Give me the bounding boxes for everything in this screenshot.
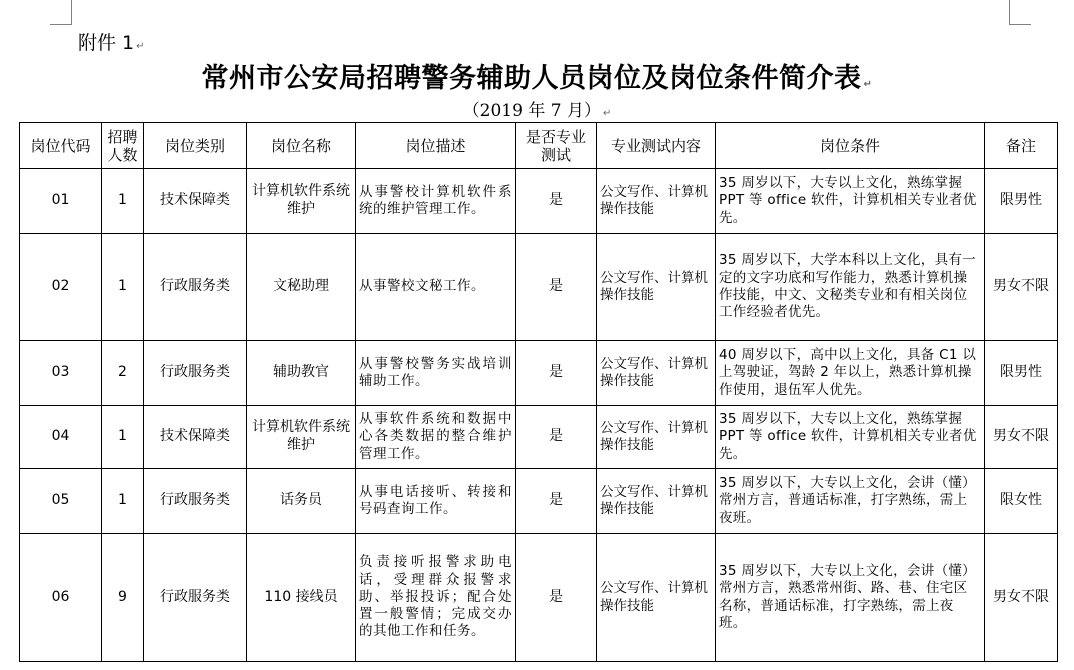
crop-mark-top-right-horizontal <box>1009 24 1031 25</box>
cell-conditions: 35 周岁以下，大专以上文化，熟练掌握 PPT 等 office 软件，计算机相关专业者优先。 <box>716 169 985 234</box>
cell-count: 1 <box>102 406 144 469</box>
cell-note: 男女不限 <box>985 406 1058 469</box>
attachment-label-text: 附件 1 <box>78 32 135 54</box>
cell-name: 计算机软件系统维护 <box>247 169 356 234</box>
cell-is-test: 是 <box>516 341 597 406</box>
cell-code: 04 <box>20 406 102 469</box>
column-header-is-test: 是否专业测试 <box>516 123 597 169</box>
cell-count: 2 <box>102 341 144 406</box>
cell-name: 计算机软件系统维护 <box>247 406 356 469</box>
cell-is-test: 是 <box>516 534 597 662</box>
cell-description: 负责接听报警求助电话，受理群众报警求助、举报投诉；配合处置一般警情；完成交办的其他工作和任务。 <box>356 534 516 662</box>
cell-note: 男女不限 <box>985 234 1058 341</box>
cell-category: 行政服务类 <box>144 534 247 662</box>
cell-note: 限男性 <box>985 341 1058 406</box>
cell-name: 文秘助理 <box>247 234 356 341</box>
cell-count: 1 <box>102 469 144 534</box>
cell-category: 行政服务类 <box>144 469 247 534</box>
cell-code: 05 <box>20 469 102 534</box>
cell-description: 从事警校计算机软件系统的维护管理工作。 <box>356 169 516 234</box>
column-header-name: 岗位名称 <box>247 123 356 169</box>
cell-is-test: 是 <box>516 234 597 341</box>
column-header-note: 备注 <box>985 123 1058 169</box>
table-row <box>20 406 1058 469</box>
column-header-code: 岗位代码 <box>20 123 102 169</box>
cell-conditions: 35 周岁以下，大专以上文化，会讲（懂）常州方言，熟悉常州街、路、巷、住宅区名称，普通话标准，打字熟练，需上夜班。 <box>716 534 985 662</box>
cell-category: 行政服务类 <box>144 234 247 341</box>
crop-mark-top-left-horizontal <box>50 24 72 25</box>
cell-test-content: 公文写作、计算机操作技能 <box>597 169 716 234</box>
document-title <box>0 56 1074 95</box>
column-header-count: 招聘人数 <box>102 123 144 169</box>
paragraph-mark-icon: ↵ <box>863 79 873 90</box>
table-row <box>20 169 1058 234</box>
cell-conditions: 40 周岁以下，高中以上文化，具备 C1 以上驾驶证，驾龄 2 年以上，熟悉计算机操作使用，退伍军人优先。 <box>716 341 985 406</box>
cell-is-test: 是 <box>516 469 597 534</box>
cell-conditions: 35 周岁以下，大专以上文化，熟练掌握 PPT 等 office 软件，计算机相关专业者优先。 <box>716 406 985 469</box>
cell-test-content: 公文写作、计算机操作技能 <box>597 341 716 406</box>
cell-note: 限男性 <box>985 169 1058 234</box>
table-header-row <box>20 123 1058 169</box>
table-row <box>20 341 1058 406</box>
table-row <box>20 534 1058 662</box>
cell-description: 从事电话接听、转接和号码查询工作。 <box>356 469 516 534</box>
column-header-test-content: 专业测试内容 <box>597 123 716 169</box>
cell-count: 1 <box>102 234 144 341</box>
cell-category: 行政服务类 <box>144 341 247 406</box>
paragraph-mark-icon: ↵ <box>602 108 612 119</box>
cell-code: 03 <box>20 341 102 406</box>
cell-name: 110 接线员 <box>247 534 356 662</box>
cell-code: 01 <box>20 169 102 234</box>
table-row <box>20 234 1058 341</box>
cell-code: 06 <box>20 534 102 662</box>
cell-code: 02 <box>20 234 102 341</box>
cell-test-content: 公文写作、计算机操作技能 <box>597 469 716 534</box>
cell-category: 技术保障类 <box>144 169 247 234</box>
column-header-category: 岗位类别 <box>144 123 247 169</box>
crop-mark-top-right-vertical <box>1009 0 1010 25</box>
cell-description: 从事警校文秘工作。 <box>356 234 516 341</box>
cell-conditions: 35 周岁以下，大专以上文化，会讲（懂）常州方言，普通话标准，打字熟练，需上夜班。 <box>716 469 985 534</box>
attachment-label <box>78 28 145 55</box>
cell-is-test: 是 <box>516 169 597 234</box>
document-date <box>0 96 1074 121</box>
cell-name: 话务员 <box>247 469 356 534</box>
column-header-conditions: 岗位条件 <box>716 123 985 169</box>
cell-category: 技术保障类 <box>144 406 247 469</box>
table-row <box>20 469 1058 534</box>
cell-note: 男女不限 <box>985 534 1058 662</box>
cell-test-content: 公文写作、计算机操作技能 <box>597 406 716 469</box>
cell-test-content: 公文写作、计算机操作技能 <box>597 234 716 341</box>
cell-name: 辅助教官 <box>247 341 356 406</box>
cell-is-test: 是 <box>516 406 597 469</box>
cell-count: 9 <box>102 534 144 662</box>
column-header-description: 岗位描述 <box>356 123 516 169</box>
crop-mark-top-left-vertical <box>71 0 72 25</box>
cell-description: 从事警校警务实战培训辅助工作。 <box>356 341 516 406</box>
positions-table <box>19 122 1058 662</box>
document-date-text: （2019 年 7 月） <box>462 101 601 121</box>
cell-test-content: 公文写作、计算机操作技能 <box>597 534 716 662</box>
cell-description: 从事软件系统和数据中心各类数据的整合维护管理工作。 <box>356 406 516 469</box>
cell-conditions: 35 周岁以下，大学本科以上文化，具有一定的文字功底和写作能力，熟悉计算机操作技能，中文、文秘类专业和有相关岗位工作经验者优先。 <box>716 234 985 341</box>
cell-note: 限女性 <box>985 469 1058 534</box>
document-title-text: 常州市公安局招聘警务辅助人员岗位及岗位条件简介表 <box>201 63 862 94</box>
cell-count: 1 <box>102 169 144 234</box>
paragraph-mark-icon: ↵ <box>136 41 145 52</box>
